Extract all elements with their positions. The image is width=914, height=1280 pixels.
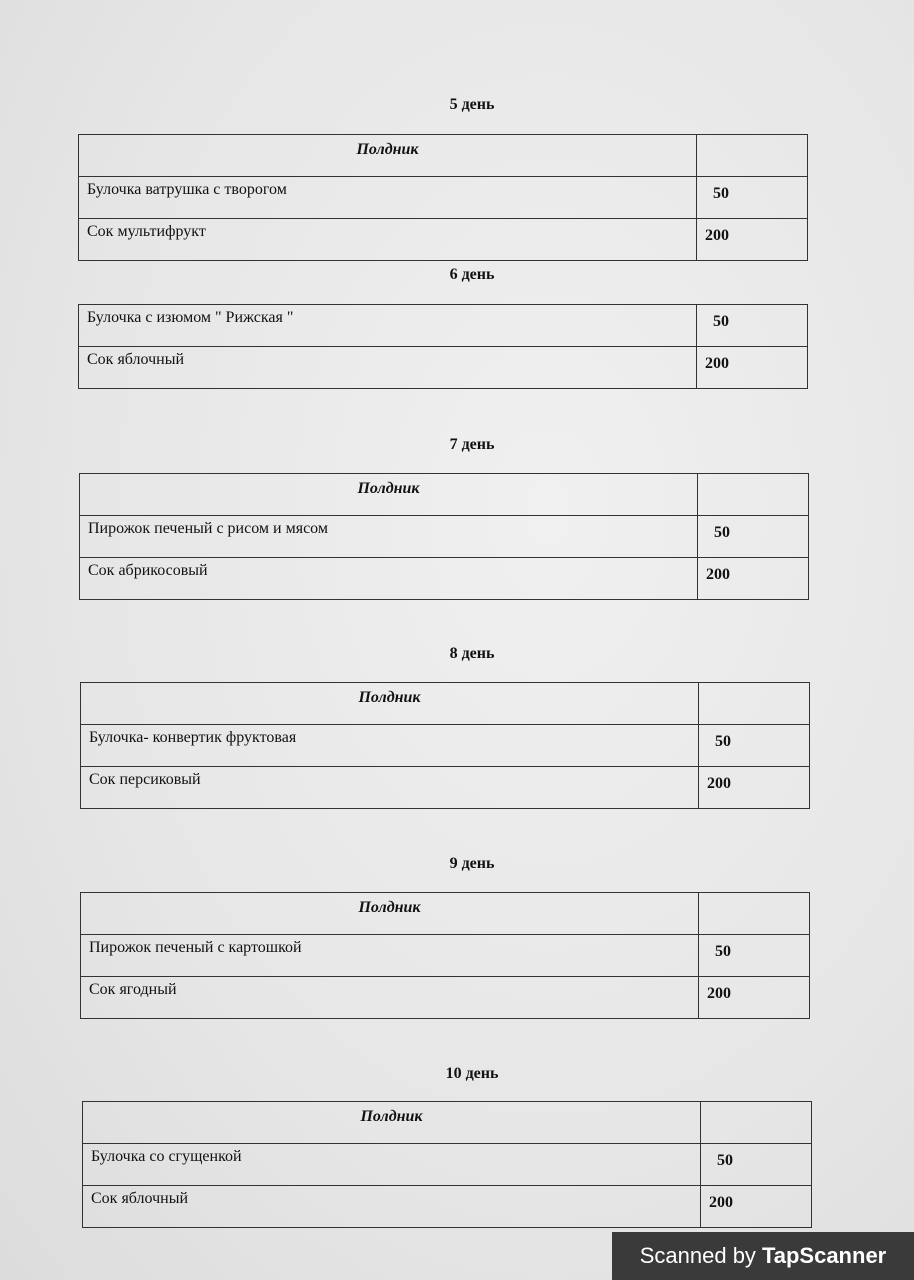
header-qty-cell xyxy=(701,1102,812,1144)
day-title: 9 день xyxy=(449,855,495,872)
table-row xyxy=(83,1144,812,1186)
item-name: Пирожок печеный с картошкой xyxy=(81,935,699,977)
table-row xyxy=(79,177,808,219)
table-header-row xyxy=(81,893,810,935)
item-name: Сок яблочный xyxy=(83,1186,701,1228)
item-qty: 50 xyxy=(699,935,810,977)
item-qty: 50 xyxy=(698,516,809,558)
item-qty: 50 xyxy=(697,305,808,347)
item-qty: 50 xyxy=(699,725,810,767)
header-cell: Полдник xyxy=(83,1102,701,1144)
table-row xyxy=(81,767,810,809)
item-name: Булочка ватрушка с творогом xyxy=(79,177,697,219)
item-name: Пирожок печеный с рисом и мясом xyxy=(80,516,698,558)
item-name: Сок яблочный xyxy=(79,347,697,389)
header-cell: Полдник xyxy=(80,474,698,516)
menu-table-day-6 xyxy=(78,304,808,389)
menu-table-day-10 xyxy=(82,1101,812,1228)
menu-table-day-7 xyxy=(79,473,809,600)
day-title: 6 день xyxy=(449,266,495,283)
table-row xyxy=(81,977,810,1019)
table-row xyxy=(81,935,810,977)
item-qty: 200 xyxy=(697,219,808,261)
table-header-row xyxy=(83,1102,812,1144)
item-qty: 200 xyxy=(699,767,810,809)
header-qty-cell xyxy=(698,474,809,516)
header-qty-cell xyxy=(697,135,808,177)
menu-table-day-8 xyxy=(80,682,810,809)
header-cell: Полдник xyxy=(81,893,699,935)
item-qty: 200 xyxy=(697,347,808,389)
item-name: Сок абрикосовый xyxy=(80,558,698,600)
table-row xyxy=(79,305,808,347)
item-name: Сок мультифрукт xyxy=(79,219,697,261)
day-title: 5 день xyxy=(449,96,495,113)
header-cell: Полдник xyxy=(81,683,699,725)
item-name: Булочка с изюмом " Рижская " xyxy=(79,305,697,347)
item-qty: 200 xyxy=(701,1186,812,1228)
item-qty: 200 xyxy=(698,558,809,600)
table-row xyxy=(83,1186,812,1228)
table-header-row xyxy=(79,135,808,177)
table-header-row xyxy=(80,474,809,516)
table-header-row xyxy=(81,683,810,725)
watermark-brand: TapScanner xyxy=(761,1243,887,1268)
item-name: Булочка со сгущенкой xyxy=(83,1144,701,1186)
day-title: 8 день xyxy=(449,645,495,662)
day-title: 10 день xyxy=(445,1065,499,1082)
header-qty-cell xyxy=(699,683,810,725)
menu-table-day-9 xyxy=(80,892,810,1019)
table-row xyxy=(79,219,808,261)
header-qty-cell xyxy=(699,893,810,935)
header-cell: Полдник xyxy=(79,135,697,177)
scanner-watermark xyxy=(612,1232,914,1280)
item-name: Сок ягодный xyxy=(81,977,699,1019)
item-qty: 50 xyxy=(701,1144,812,1186)
item-name: Булочка- конвертик фруктовая xyxy=(81,725,699,767)
day-title: 7 день xyxy=(449,436,495,453)
table-row xyxy=(81,725,810,767)
table-row xyxy=(79,347,808,389)
table-row xyxy=(80,558,809,600)
item-qty: 200 xyxy=(699,977,810,1019)
item-qty: 50 xyxy=(697,177,808,219)
menu-table-day-5 xyxy=(78,134,808,261)
table-row xyxy=(80,516,809,558)
item-name: Сок персиковый xyxy=(81,767,699,809)
watermark-prefix: Scanned by xyxy=(639,1243,756,1268)
